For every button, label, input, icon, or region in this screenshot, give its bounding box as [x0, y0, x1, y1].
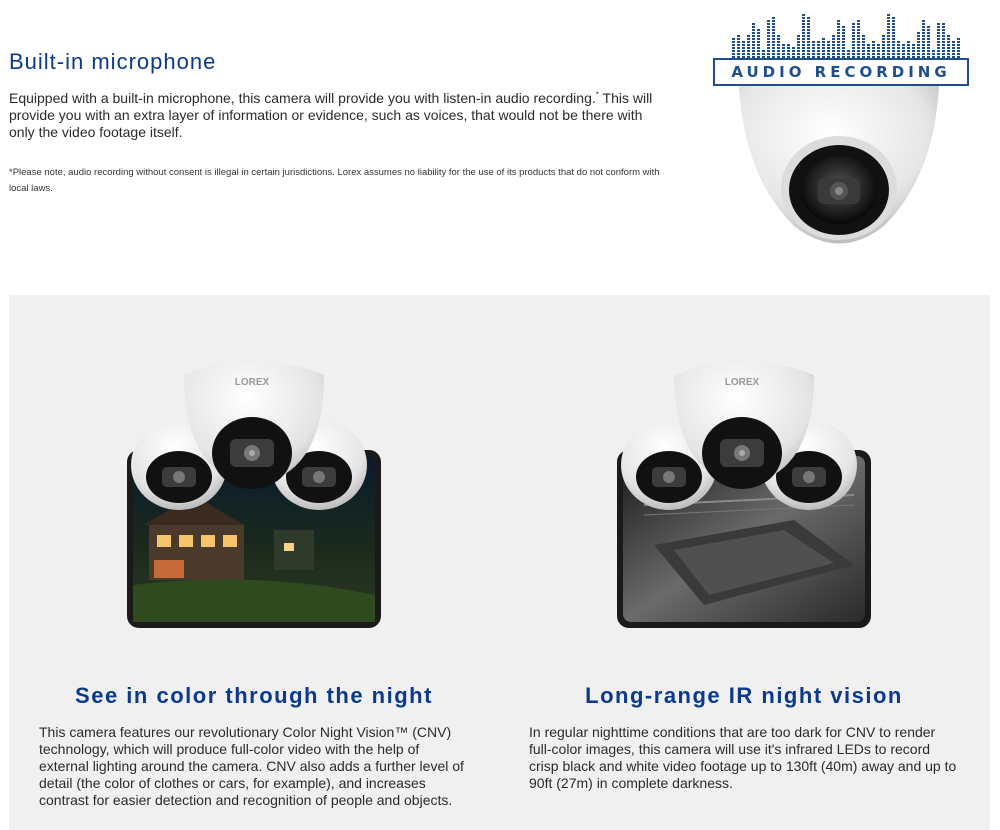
night-vision-features	[9, 295, 990, 830]
lorex-logo: LOREX	[234, 377, 270, 388]
microphone-description	[9, 90, 669, 141]
footnote-mark: *	[595, 90, 599, 100]
audio-legal-note: *Please note, audio recording without consent is illegal in certain jurisdictions. Lorex assumes no liability for the use of its products that do not conform with local laws.	[9, 167, 660, 194]
ir-night-vision-description: In regular nighttime conditions that are too dark for CNV to render full-color images, this camera will use it's infrared LEDs to record crisp black and white video footage up to 130ft (40m) away and up to 90ft (27m) in complete darkness.	[529, 724, 957, 791]
microphone-description-text-2: This will provide you with an extra layer of information or evidence, such as voices, that would not be there with only the video footage itself.	[9, 90, 653, 140]
ir-night-camera-image	[614, 355, 874, 630]
audio-recording-image	[712, 0, 970, 260]
audio-recording-label: AUDIO RECORDING	[731, 63, 951, 81]
audio-recording-badge	[713, 58, 969, 86]
feature-ir-night-vision	[499, 295, 989, 830]
ir-night-vision-title: Long-range IR night vision	[585, 683, 903, 708]
color-night-vision-title: See in color through the night	[75, 683, 433, 708]
microphone-section	[0, 0, 1000, 295]
microphone-title: Built-in microphone	[9, 49, 217, 74]
microphone-description-text: Equipped with a built-in microphone, this camera will provide you with listen-in audio recording.	[9, 90, 596, 106]
color-night-camera-image	[124, 355, 384, 630]
feature-color-night-vision	[9, 295, 499, 830]
lorex-logo: LOREX	[724, 377, 760, 388]
color-night-vision-description: This camera features our revolutionary Color Night Vision™ (CNV) technology, which will produce full-color video with the help of external lighting around the camera. CNV also adds a further level of detail (the color of clothes or cars, for example), and increases contrast for easier detection and recognition of people and objects.	[39, 724, 464, 808]
sound-wave-icon	[732, 0, 962, 58]
dome-camera-image	[734, 86, 944, 256]
